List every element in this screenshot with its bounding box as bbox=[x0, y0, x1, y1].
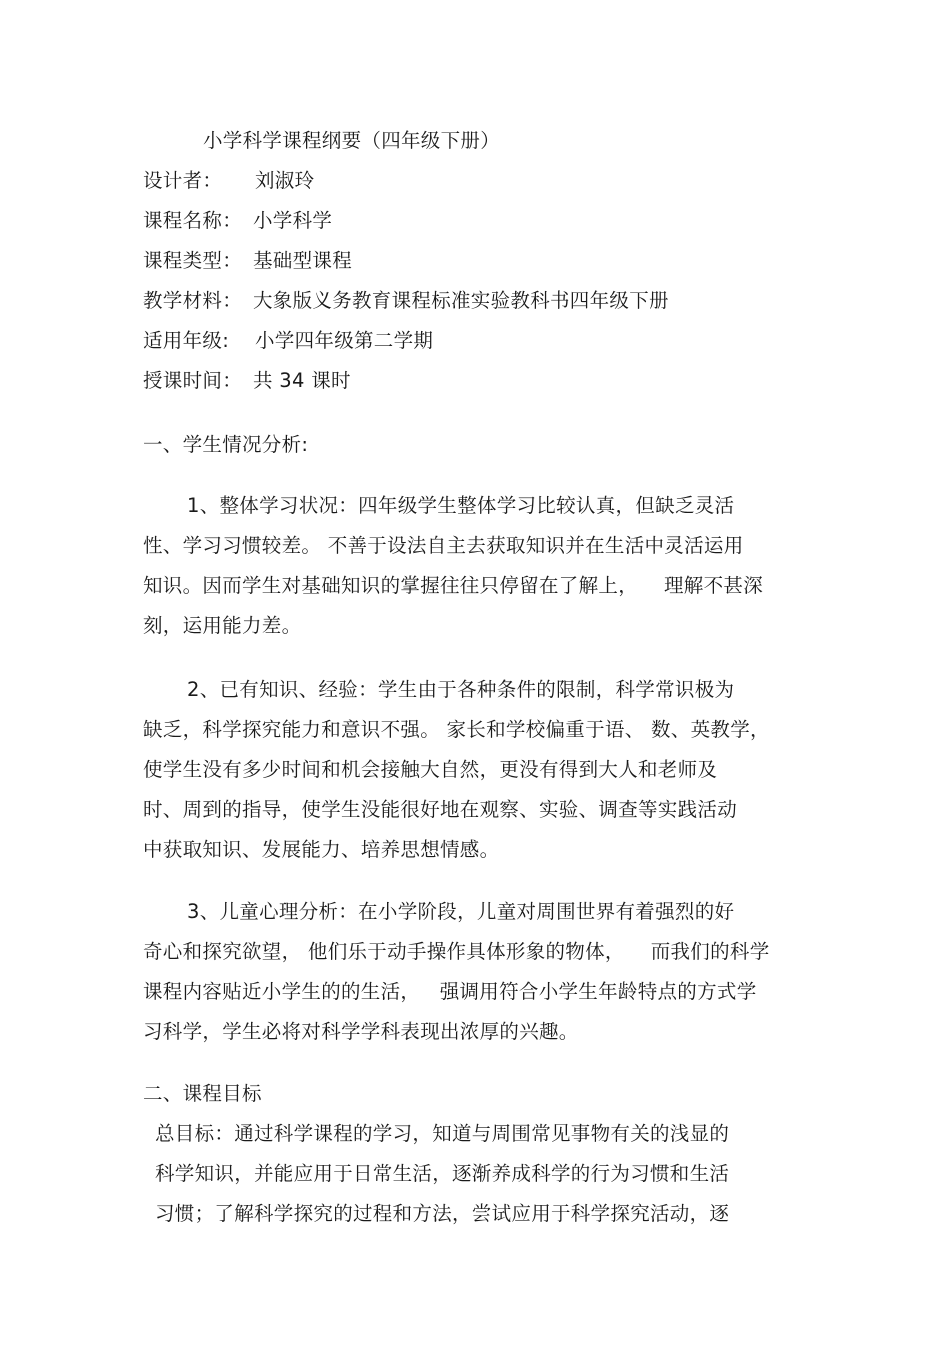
paragraph-line: 时、周到的指导，使学生没能很好地在观察、实验、调查等实践活动 bbox=[143, 798, 738, 821]
course-name-value: 小学科学 bbox=[253, 209, 333, 232]
materials-label: 教学材料： bbox=[143, 289, 243, 312]
designer-value: 刘淑玲 bbox=[255, 169, 315, 192]
document-title: 小学科学课程纲要（四年级下册） bbox=[203, 129, 501, 152]
paragraph-line: 习科学，学生必将对科学学科表现出浓厚的兴趣。 bbox=[143, 1020, 579, 1043]
paragraph-line: 使学生没有多少时间和机会接触大自然，更没有得到大人和老师及 bbox=[143, 758, 718, 781]
paragraph-line: 习惯；了解科学探究的过程和方法，尝试应用于科学探究活动，逐 bbox=[155, 1202, 730, 1225]
paragraph-line: 性、学习习惯较差。 不善于设法自主去获取知识并在生活中灵活运用 bbox=[143, 534, 744, 557]
hours-label: 授课时间： bbox=[143, 369, 243, 392]
paragraph-line: 1、整体学习状况：四年级学生整体学习比较认真，但缺乏灵活 bbox=[187, 494, 735, 517]
course-type-value: 基础型课程 bbox=[253, 249, 353, 272]
paragraph-line: 中获取知识、发展能力、培养思想情感。 bbox=[143, 838, 500, 861]
paragraph-line: 知识。因而学生对基础知识的掌握往往只停留在了解上， 理解不甚深 bbox=[143, 574, 763, 597]
course-name-label: 课程名称： bbox=[143, 209, 243, 232]
paragraph-line: 3、儿童心理分析：在小学阶段，儿童对周围世界有着强烈的好 bbox=[187, 900, 735, 923]
designer-label: 设计者： bbox=[143, 169, 223, 192]
paragraph-line: 科学知识，并能应用于日常生活，逐渐养成科学的行为习惯和生活 bbox=[155, 1162, 730, 1185]
course-type-label: 课程类型： bbox=[143, 249, 243, 272]
materials-value: 大象版义务教育课程标准实验教科书四年级下册 bbox=[253, 289, 669, 312]
paragraph-line: 刻，运用能力差。 bbox=[143, 614, 302, 637]
hours-value: 共 34 课时 bbox=[253, 369, 351, 392]
grade-label: 适用年级: bbox=[143, 329, 230, 352]
section-2-heading: 二、课程目标 bbox=[143, 1082, 262, 1105]
paragraph-line: 2、已有知识、经验：学生由于各种条件的限制，科学常识极为 bbox=[187, 678, 735, 701]
section-1-heading: 一、学生情况分析: bbox=[143, 433, 309, 456]
paragraph-line: 奇心和探究欲望， 他们乐于动手操作具体形象的物体， 而我们的科学 bbox=[143, 940, 770, 963]
paragraph-line: 总目标：通过科学课程的学习，知道与周围常见事物有关的浅显的 bbox=[155, 1122, 730, 1145]
paragraph-line: 缺乏，科学探究能力和意识不强。 家长和学校偏重于语、 数、英教学， bbox=[143, 718, 770, 741]
grade-value: 小学四年级第二学期 bbox=[255, 329, 434, 352]
paragraph-line: 课程内容贴近小学生的的生活， 强调用符合小学生年龄特点的方式学 bbox=[143, 980, 757, 1003]
